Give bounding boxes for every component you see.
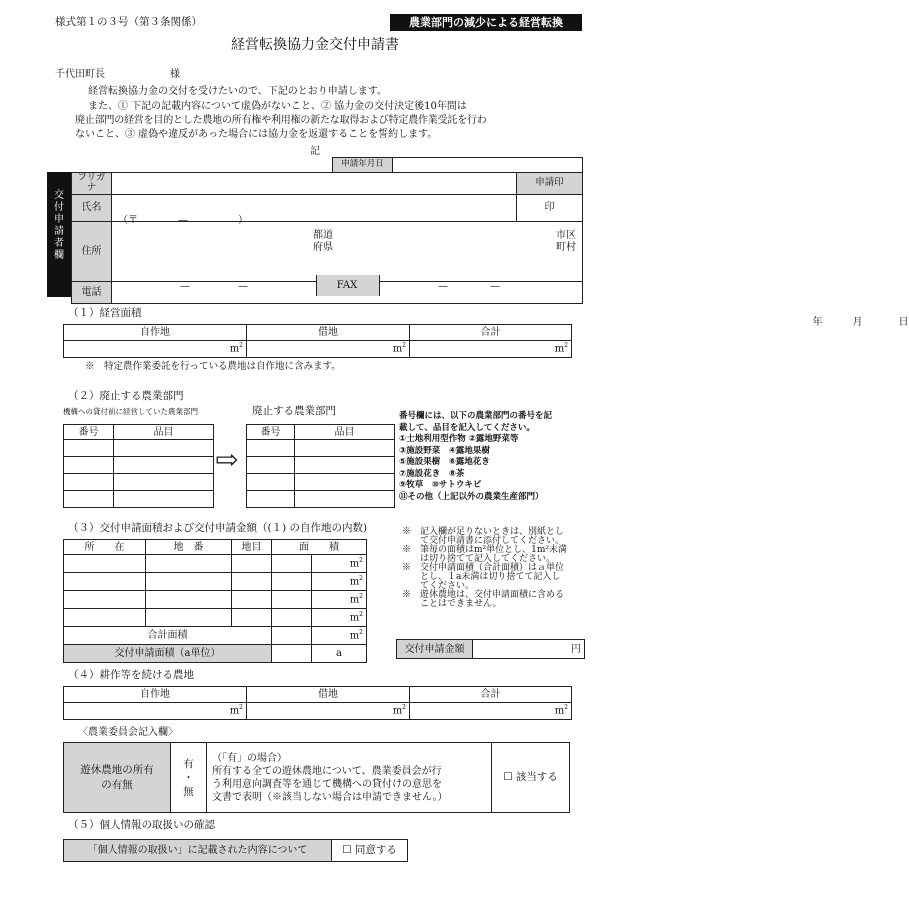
s2-left-item-3[interactable] — [114, 474, 214, 491]
s3-row4-location[interactable] — [64, 609, 146, 627]
privacy-label: 「個人情報の取扱い」に記載された内容について — [64, 840, 332, 862]
s3-amount-table — [396, 639, 585, 659]
s3-row3-location[interactable] — [64, 591, 146, 609]
s3-row3-lot[interactable] — [146, 591, 232, 609]
s3-col-area: 面 積 — [272, 540, 367, 555]
s2-right-table — [246, 424, 395, 508]
s2-left-item-4[interactable] — [114, 491, 214, 508]
s2-left-item-2[interactable] — [114, 457, 214, 474]
s3-row2-area[interactable] — [272, 573, 312, 591]
todo-label: 都道 — [313, 230, 333, 241]
s3-apply-area-unit: a — [312, 645, 367, 663]
s2-left-caption: 機構への貸付前に経営していた農業部門 — [63, 407, 198, 416]
phone-dash-2: — — [238, 281, 248, 292]
s2-right-item-4[interactable] — [295, 491, 395, 508]
s3-total-value[interactable] — [272, 627, 312, 645]
page-title: 経営転換協力金交付申請書 — [231, 37, 399, 53]
seal-header: 申請印 — [517, 173, 583, 195]
s1-table — [63, 324, 572, 358]
s3-row2-category[interactable] — [232, 573, 272, 591]
arrow-right-icon: ⇨ — [215, 443, 239, 476]
intro-line-1: 経営転換協力金の交付を受けたいので、下記のとおり申請します。 — [88, 86, 387, 97]
ki-label: 記 — [310, 146, 320, 157]
s2-right-no-2[interactable] — [247, 457, 295, 474]
s4-lease-value[interactable]: $m^2$ — [247, 703, 410, 720]
category-item: ③施設野菜 ④露地果樹 — [399, 445, 490, 456]
seal-cell: 印 — [517, 194, 583, 221]
s2-right-item-2[interactable] — [295, 457, 395, 474]
idle-land-yes-no[interactable]: 有 ・ 無 — [171, 743, 207, 813]
s2-right-no-1[interactable] — [247, 440, 295, 457]
s4-title: （４）耕作等を続ける農地 — [68, 669, 194, 681]
s1-col-own: 自作地 — [64, 325, 247, 341]
s2-instructions: 番号欄には、以下の農業部門の番号を記 載して、品目を記入してください。 ①土地利用型作物 ②露地野菜等 ③施設野菜 ④露地果樹 ⑤施設果樹 ⑥露地花き ⑦施設花き ⑧茶 ⑨牧草 ⑩サトウキビ ⑪その他（上記以外の農業生産部門） — [399, 411, 553, 502]
s2-left-no-2[interactable] — [64, 457, 114, 474]
s3-row4-category[interactable] — [232, 609, 272, 627]
s3-row1-location[interactable] — [64, 555, 146, 573]
address-field[interactable] — [112, 221, 583, 281]
category-item: ⑤施設果樹 ⑥露地花き — [399, 457, 490, 467]
s2-right-no-3[interactable] — [247, 474, 295, 491]
s2-left-item-1[interactable] — [114, 440, 214, 457]
s4-own-value[interactable]: $m^2$ — [64, 703, 247, 720]
s2-left-no-3[interactable] — [64, 474, 114, 491]
s1-total-value[interactable]: $m^2$ — [410, 341, 572, 358]
s3-total-label: 合計面積 — [64, 627, 272, 645]
s3-row2-unit: $m^2$ — [312, 573, 367, 591]
s1-note: ※ 特定農作業委託を行っている農地は自作地に含みます。 — [85, 361, 341, 372]
s3-row3-category[interactable] — [232, 591, 272, 609]
s2-left-col-no: 番号 — [64, 425, 114, 440]
address-label: 住所 — [72, 221, 112, 281]
s3-col-location: 所 在 — [64, 540, 146, 555]
phone-label: 電話 — [72, 281, 112, 303]
postal-code-field: （〒 — ） — [118, 215, 248, 226]
s1-lease-value[interactable]: $m^2$ — [247, 341, 410, 358]
chouson-label: 町村 — [556, 242, 576, 253]
s3-apply-area-value[interactable] — [272, 645, 312, 663]
category-item: ⑨牧草 ⑩サトウキビ — [399, 480, 482, 490]
s3-row4-lot[interactable] — [146, 609, 232, 627]
s4-table — [63, 686, 572, 720]
applicant-side-label: 交付申請者欄 — [54, 190, 64, 261]
s3-table — [63, 539, 367, 663]
fax-label: FAX — [336, 280, 358, 291]
s3-total-unit: $m^2$ — [312, 627, 367, 645]
fax-dash-2: — — [490, 281, 500, 292]
s1-title: （１）経営面積 — [68, 307, 142, 319]
s1-col-lease: 借地 — [247, 325, 410, 341]
s4-col-total: 合計 — [410, 687, 572, 703]
privacy-consent-checkbox[interactable]: ☐ 同意する — [332, 840, 408, 862]
s3-row1-area[interactable] — [272, 555, 312, 573]
s3-row3-area[interactable] — [272, 591, 312, 609]
applicable-checkbox[interactable]: ☐ 該当する — [492, 743, 570, 813]
s3-row1-unit: $m^2$ — [312, 555, 367, 573]
shiku-label: 市区 — [556, 230, 576, 241]
year-label: 年 — [812, 316, 823, 328]
s3-row1-category[interactable] — [232, 555, 272, 573]
s3-row2-location[interactable] — [64, 573, 146, 591]
category-item: ⑪その他（上記以外の農業生産部門） — [399, 491, 544, 502]
s3-col-category: 地目 — [232, 540, 272, 555]
s3-row4-unit: $m^2$ — [312, 609, 367, 627]
s4-col-lease: 借地 — [247, 687, 410, 703]
furigana-field[interactable] — [112, 173, 517, 195]
s1-own-value[interactable]: $m^2$ — [64, 341, 247, 358]
s2-right-no-4[interactable] — [247, 491, 295, 508]
fuken-label: 府県 — [313, 242, 333, 253]
committee-table — [63, 742, 570, 813]
form-type-badge: 農業部門の減少による経営転換 — [390, 14, 582, 31]
date-label: 申請年月日 — [333, 158, 393, 173]
s3-row2-lot[interactable] — [146, 573, 232, 591]
addressee-honorific: 様 — [170, 69, 180, 80]
intro-line-3: 廃止部門の経営を目的とした農地の所有権や利用権の新たな取得および特定農作業受託を行わ — [75, 115, 487, 126]
s3-row1-lot[interactable] — [146, 555, 232, 573]
s3-apply-area-label: 交付申請面積（a単位） — [64, 645, 272, 663]
s4-col-own: 自作地 — [64, 687, 247, 703]
s2-right-item-3[interactable] — [295, 474, 395, 491]
form-number: 様式第１の３号（第３条関係） — [55, 16, 202, 28]
s2-left-table — [63, 424, 214, 508]
s2-right-col-item: 品目 — [295, 425, 395, 440]
s3-amount-field[interactable]: 円 — [473, 640, 585, 659]
month-label: 月 — [852, 316, 863, 328]
intro-line-2: また、① 下記の記載内容について虚偽がないこと、② 協力金の交付決定後10年間は — [88, 101, 467, 112]
s2-left-col-item: 品目 — [114, 425, 214, 440]
name-label: 氏名 — [72, 194, 112, 221]
furigana-label: フリガナ — [72, 173, 112, 195]
s2-left-no-4[interactable] — [64, 491, 114, 508]
idle-land-text: （「有」の場合） 所有する全ての遊休農地について、農業委員会が行 う利用意向調査等を通じて機構への貸付けの意思を 文書で表明（※該当しない場合は申請できません。） — [207, 743, 492, 813]
s2-right-caption: 廃止する農業部門 — [252, 405, 336, 417]
s4-total-value[interactable]: $m^2$ — [410, 703, 572, 720]
s3-notes: ※ 記入欄が足りないときは、別紙とし て交付申請書に添付してください。 ※ 筆毎の面積はm²単位とし、1m²未満 は切り捨てて記入してください。 ※ 交付申請面積（合計面積）はａ単位 とし、１a未満は切り捨てて記入し てください。 ※ 遊休農地は、交付申請面積に含める ことはできません。 — [402, 527, 568, 609]
phone-dash-1: — — [180, 281, 190, 292]
s2-right-col-no: 番号 — [247, 425, 295, 440]
s2-right-item-1[interactable] — [295, 440, 395, 457]
s3-row4-area[interactable] — [272, 609, 312, 627]
s2-title: （２）廃止する農業部門 — [68, 390, 184, 402]
s5-title: （５）個人情報の取扱いの確認 — [68, 819, 215, 831]
s3-row3-unit: $m^2$ — [312, 591, 367, 609]
s3-col-lot: 地 番 — [146, 540, 232, 555]
category-item: ①土地利用型作物 ②露地野菜等 — [399, 434, 519, 444]
s1-col-total: 合計 — [410, 325, 572, 341]
s3-title: （３）交付申請面積および交付申請金額（(１) の自作地の内数) — [68, 522, 368, 534]
intro-line-4: ないこと、③ 虚偽や違反があった場合には協力金を返還することを誓約します。 — [75, 129, 438, 140]
addressee-name: 千代田町長 — [55, 69, 105, 80]
s2-left-no-1[interactable] — [64, 440, 114, 457]
day-label: 日 — [898, 316, 909, 328]
idle-land-label: 遊休農地の所有 の有無 — [64, 743, 171, 813]
committee-caption: 〈農業委員会記入欄〉 — [78, 727, 178, 738]
s5-table — [63, 839, 408, 862]
category-item: ⑦施設花き ⑧茶 — [399, 468, 465, 479]
s3-amount-label: 交付申請金額 — [397, 640, 473, 659]
fax-dash-1: — — [438, 281, 448, 292]
